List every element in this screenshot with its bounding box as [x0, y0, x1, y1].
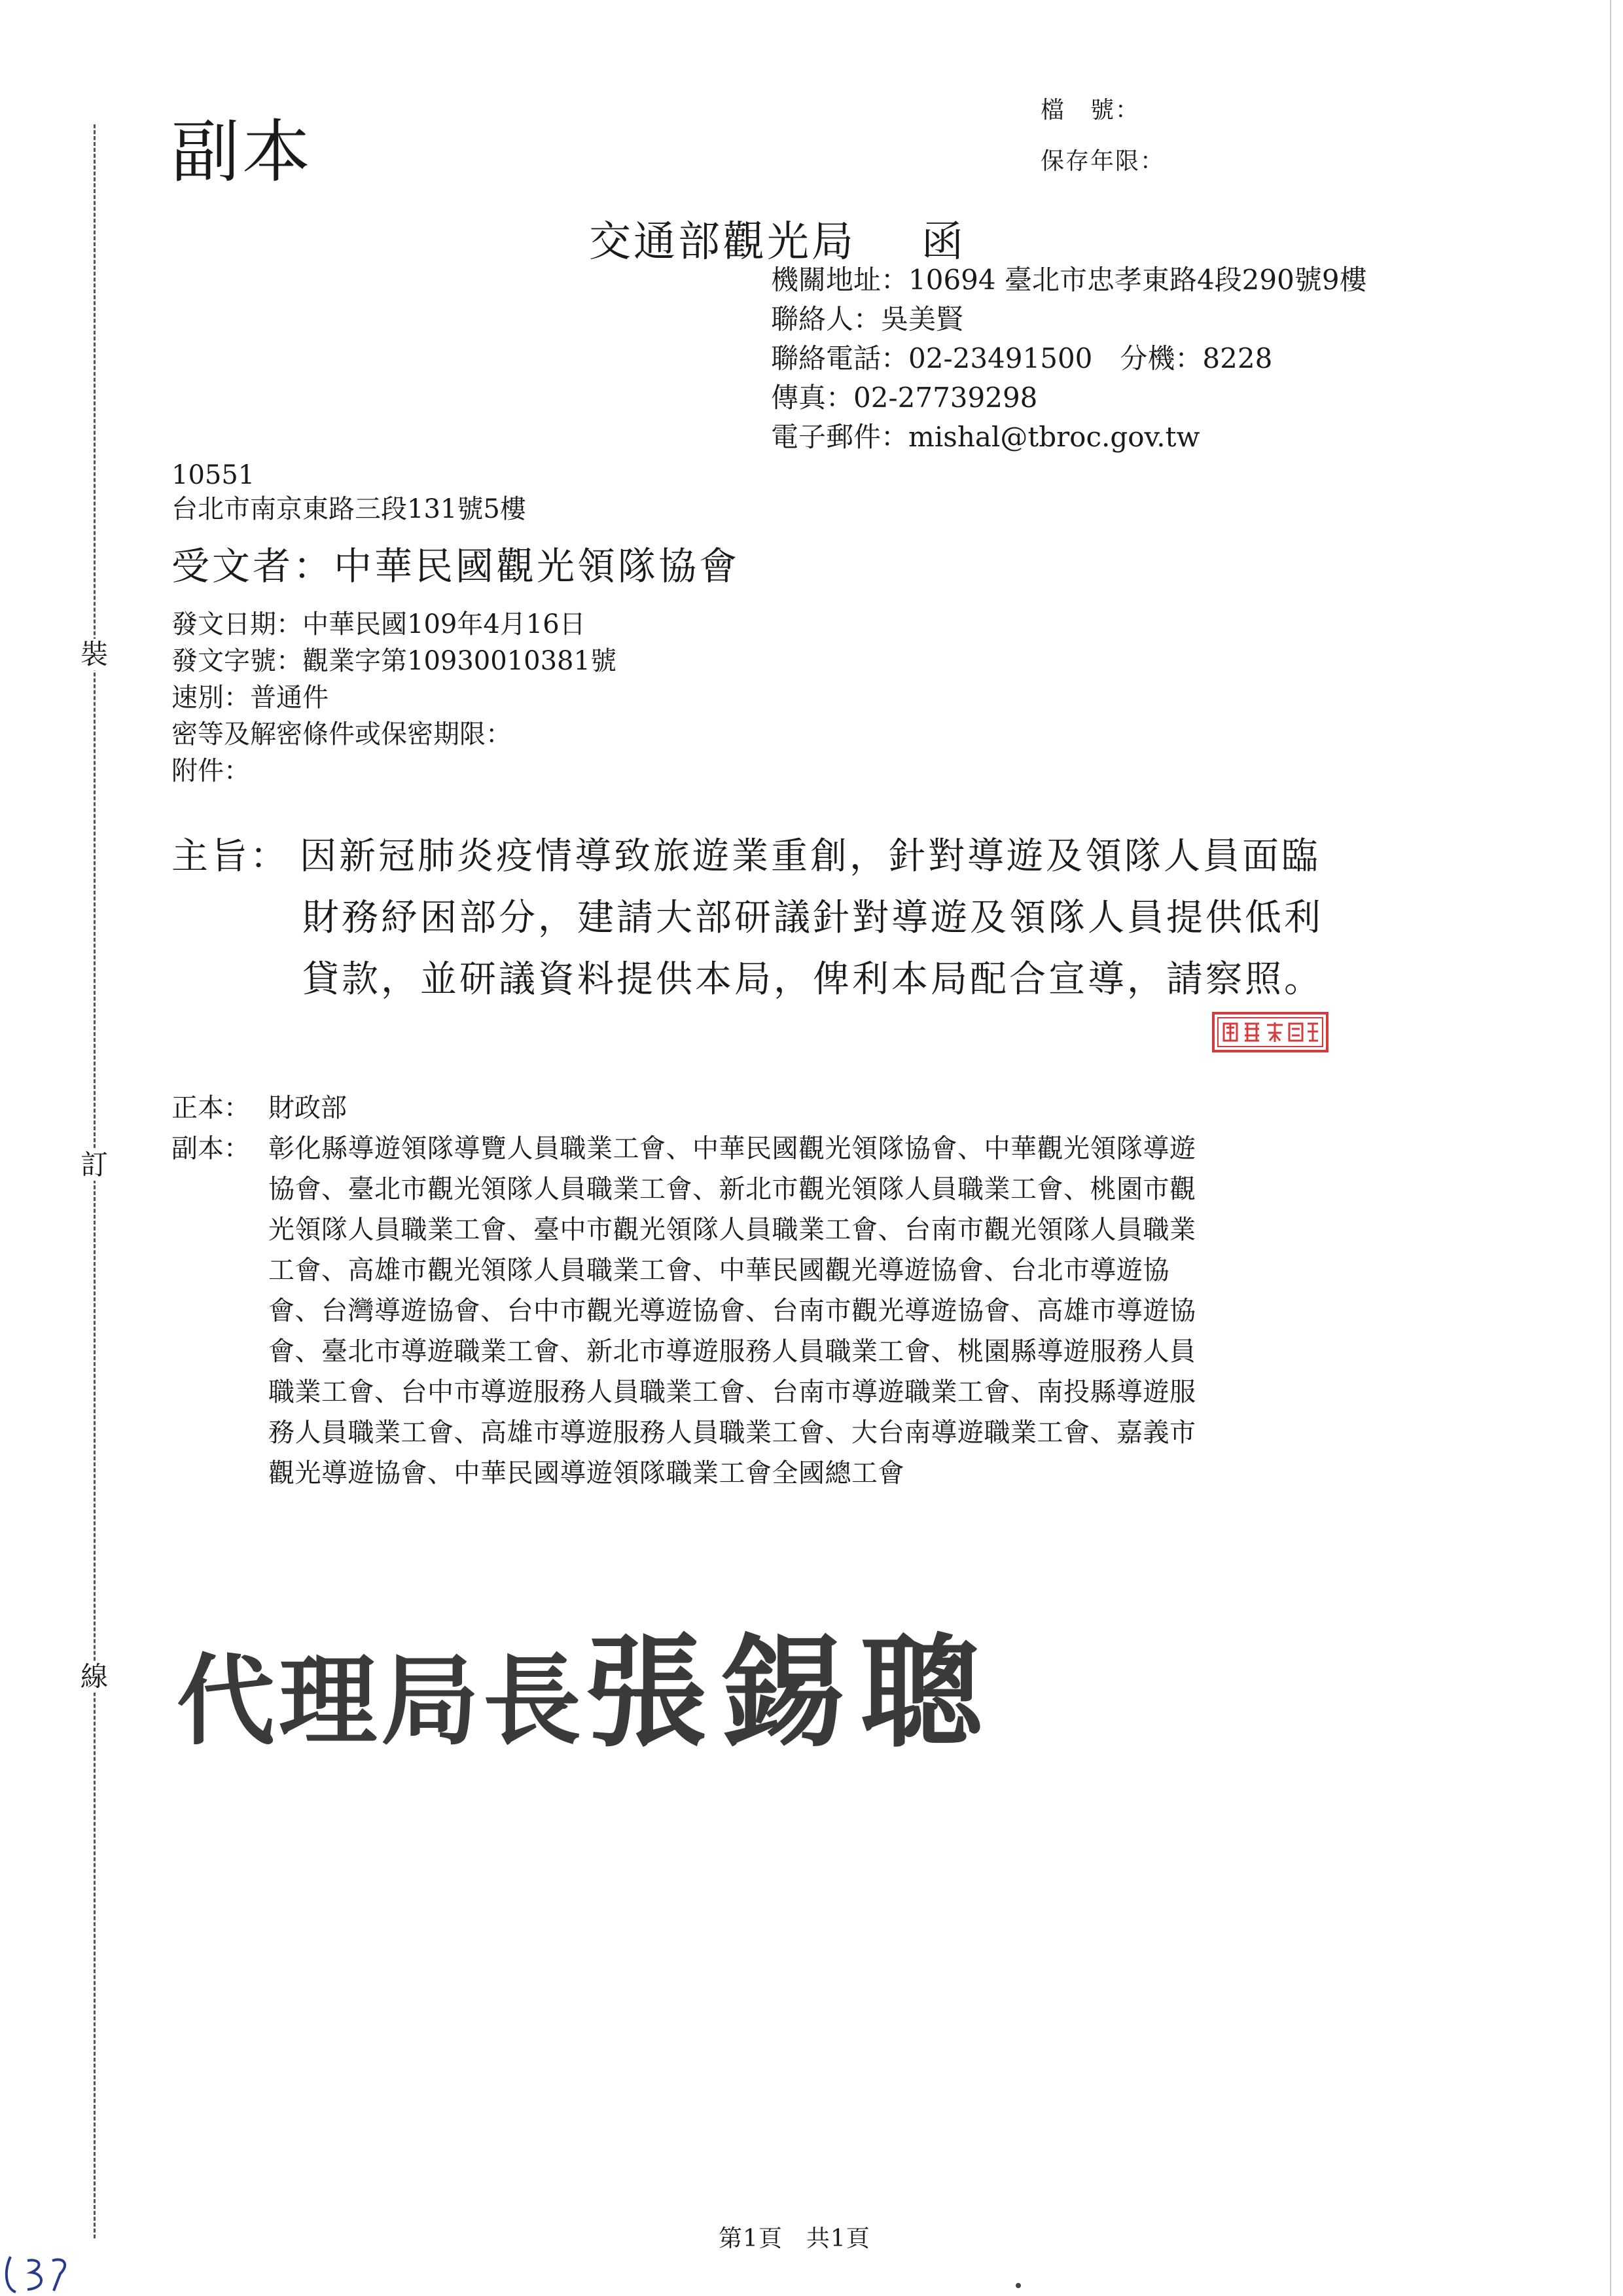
contact-phone: 聯絡電話：02-23491500 分機：8228 — [771, 342, 1273, 374]
cc-line: 工會、高雄市觀光領隊人員職業工會、中華民國觀光導遊協會、台北市導遊協 — [268, 1255, 1169, 1285]
issue-date: 發文日期：中華民國109年4月16日 — [171, 609, 586, 639]
page-footer — [719, 2220, 870, 2253]
recipient-address: 台北市南京東路三段131號5樓 — [171, 494, 526, 524]
contact-fax: 傳真：02-27739298 — [771, 382, 1038, 414]
retention-label: 保存年限： — [1041, 148, 1166, 175]
priority: 速別：普通件 — [171, 683, 329, 713]
page-total: 共1頁 — [806, 2225, 870, 2252]
cc-label: 副本： — [171, 1134, 250, 1164]
document-title — [589, 208, 966, 268]
signature-block — [177, 1596, 997, 1770]
classification: 密等及解密條件或保密期限： — [171, 719, 512, 749]
page-number: 第1頁 — [719, 2225, 783, 2252]
cc-line: 光領隊人員職業工會、臺中市觀光領隊人員職業工會、台南市觀光領隊人員職業 — [268, 1215, 1196, 1245]
red-seal-stamp — [1212, 1012, 1329, 1052]
issue-number: 發文字號：觀業字第10930010381號 — [171, 646, 616, 676]
subject-body — [302, 826, 1467, 1011]
file-number-label: 檔 號： — [1041, 97, 1141, 124]
contact-email: 電子郵件：mishal@tbroc.gov.tw — [771, 421, 1200, 453]
cc-line: 會、臺北市導遊職業工會、新北市導遊服務人員職業工會、桃園縣導遊服務人員 — [268, 1336, 1196, 1367]
scan-edge-line — [1610, 0, 1611, 2296]
cc-line: 協會、臺北市觀光領隊人員職業工會、新北市觀光領隊人員職業工會、桃園市觀 — [268, 1174, 1196, 1204]
original-recipient: 財政部 — [268, 1093, 347, 1123]
cc-line: 職業工會、台中市導遊服務人員職業工會、台南市導遊職業工會、南投縣導遊服 — [268, 1377, 1196, 1407]
recipient-postal-code: 10551 — [171, 460, 255, 490]
cc-line: 務人員職業工會、高雄市導遊服務人員職業工會、大台南導遊職業工會、嘉義市 — [268, 1418, 1196, 1448]
copy-mark: 副本 — [171, 112, 313, 192]
cc-line: 會、台灣導遊協會、台中市觀光導遊協會、台南市觀光導遊協會、高雄市導遊協 — [268, 1296, 1196, 1326]
scan-speck — [1016, 2283, 1021, 2288]
recipient-name: 受文者：中華民國觀光領隊協會 — [171, 544, 740, 588]
original-label: 正本： — [171, 1093, 250, 1123]
document-type: 函 — [921, 218, 966, 266]
agency-address: 機關地址：10694 臺北市忠孝東路4段290號9樓 — [771, 264, 1367, 296]
binding-mark-bottom: 線 — [79, 1661, 110, 1693]
cc-line: 彰化縣導遊領隊導覽人員職業工會、中華民國觀光領隊協會、中華觀光領隊導遊 — [268, 1134, 1196, 1164]
binding-dashed-line — [94, 124, 96, 2238]
binding-mark-middle: 訂 — [79, 1149, 110, 1181]
binding-mark-top: 裝 — [79, 639, 110, 670]
attachment: 附件： — [171, 756, 250, 786]
contact-person: 聯絡人：吳美賢 — [771, 303, 964, 335]
document-meta — [171, 606, 616, 789]
agency-contact-block — [771, 260, 1367, 457]
subject-line: 貸款，並研議資料提供本局，俾利本局配合宣導，請察照。 — [302, 958, 1323, 1001]
subject-line: 財務紓困部分，建請大部研議針對導遊及領隊人員提供低利 — [302, 897, 1323, 939]
cc-line: 觀光導遊協會、中華民國導遊領隊職業工會全國總工會 — [268, 1458, 904, 1488]
signature-name: 張錫聰 — [585, 1622, 998, 1764]
cc-list — [268, 1128, 1459, 1494]
recipient-address-block — [171, 458, 526, 526]
handwritten-mark — [1, 2251, 80, 2296]
agency-name: 交通部觀光局 — [589, 218, 856, 266]
subject-line: 因新冠肺炎疫情導致旅遊業重創，針對導遊及領隊人員面臨 — [300, 835, 1321, 878]
subject-label: 主旨： — [171, 835, 289, 878]
signature-title: 代理局長 — [177, 1645, 586, 1759]
